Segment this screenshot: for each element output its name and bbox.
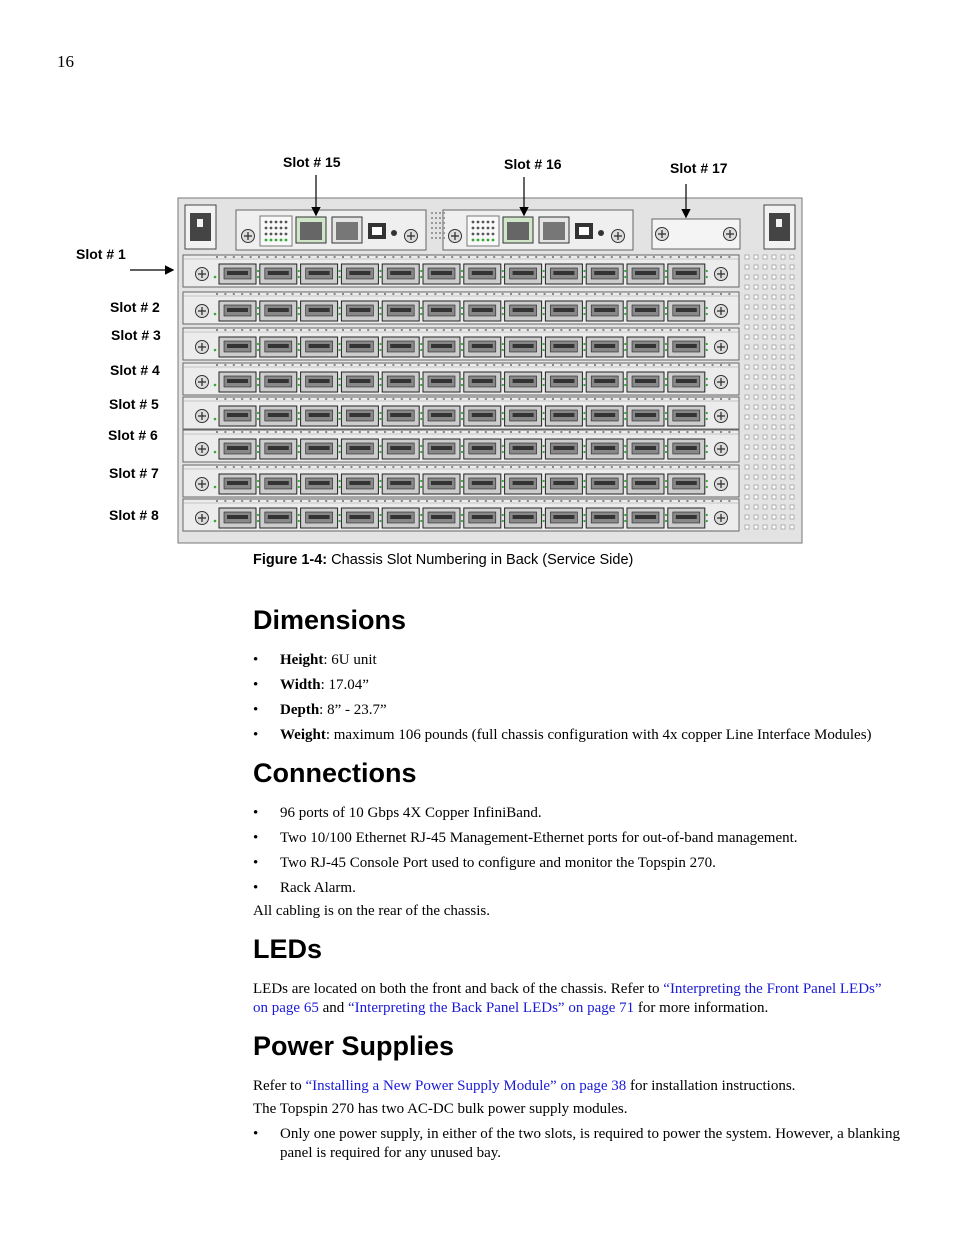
slot-5-label: Slot # 5 (109, 396, 159, 412)
slot-8-label: Slot # 8 (109, 507, 159, 523)
line-interface-module-slot-5 (183, 397, 739, 429)
led-panel (260, 216, 292, 246)
line-interface-module-slot-7 (183, 465, 739, 497)
back-panel-leds-link[interactable]: “Interpreting the Back Panel LEDs” on page 71 (348, 1000, 635, 1016)
caption-text: Chassis Slot Numbering in Back (Service Side) (331, 552, 634, 568)
slot-15-label: Slot # 15 (283, 154, 341, 170)
connections-heading: Connections (253, 758, 417, 788)
caption-prefix: Figure 1-4: (253, 552, 328, 568)
power-paragraph-2: The Topspin 270 has two AC-DC bulk power supply modules. (253, 1101, 628, 1117)
slot-16-label: Slot # 16 (504, 156, 562, 172)
line-interface-module-slot-6 (183, 430, 739, 462)
page-number: 16 (57, 52, 74, 71)
front-panel-leds-link[interactable]: “Interpreting the Front Panel LEDs” on page 65 (253, 981, 882, 1016)
line-interface-module-slot-3 (183, 328, 739, 360)
slot-2-label: Slot # 2 (110, 299, 160, 315)
slot-6-label: Slot # 6 (108, 427, 158, 443)
line-interface-module-slot-2 (183, 292, 739, 324)
line-interface-module-slot-1 (183, 255, 739, 287)
slot-4-label: Slot # 4 (110, 362, 160, 378)
slot-17-label: Slot # 17 (670, 160, 728, 176)
leds-paragraph: LEDs are located on both the front and back of the chassis. Refer to “Interpreting the Front Panel LEDs” on page 65 and “Interpreting the Back Panel LEDs” on page 71 for more information. (253, 981, 882, 1016)
slot-7-label: Slot # 7 (109, 465, 159, 481)
line-interface-module-slot-4 (183, 363, 739, 395)
dimensions-heading: Dimensions (253, 605, 407, 635)
line-interface-module-slot-8 (183, 499, 739, 531)
power-paragraph-1: Refer to “Installing a New Power Supply Module” on page 38 for installation instructions. (253, 1078, 796, 1094)
power-supplies-heading: Power Supplies (253, 1031, 455, 1061)
figure-caption (253, 552, 633, 568)
slot-3-label: Slot # 3 (111, 327, 161, 343)
slot-1-label: Slot # 1 (76, 246, 126, 262)
leds-heading: LEDs (253, 934, 323, 964)
connections-footer: All cabling is on the rear of the chassis. (253, 903, 491, 919)
install-power-supply-link[interactable]: “Installing a New Power Supply Module” on page 38 (305, 1078, 627, 1094)
led-panel (467, 216, 499, 246)
